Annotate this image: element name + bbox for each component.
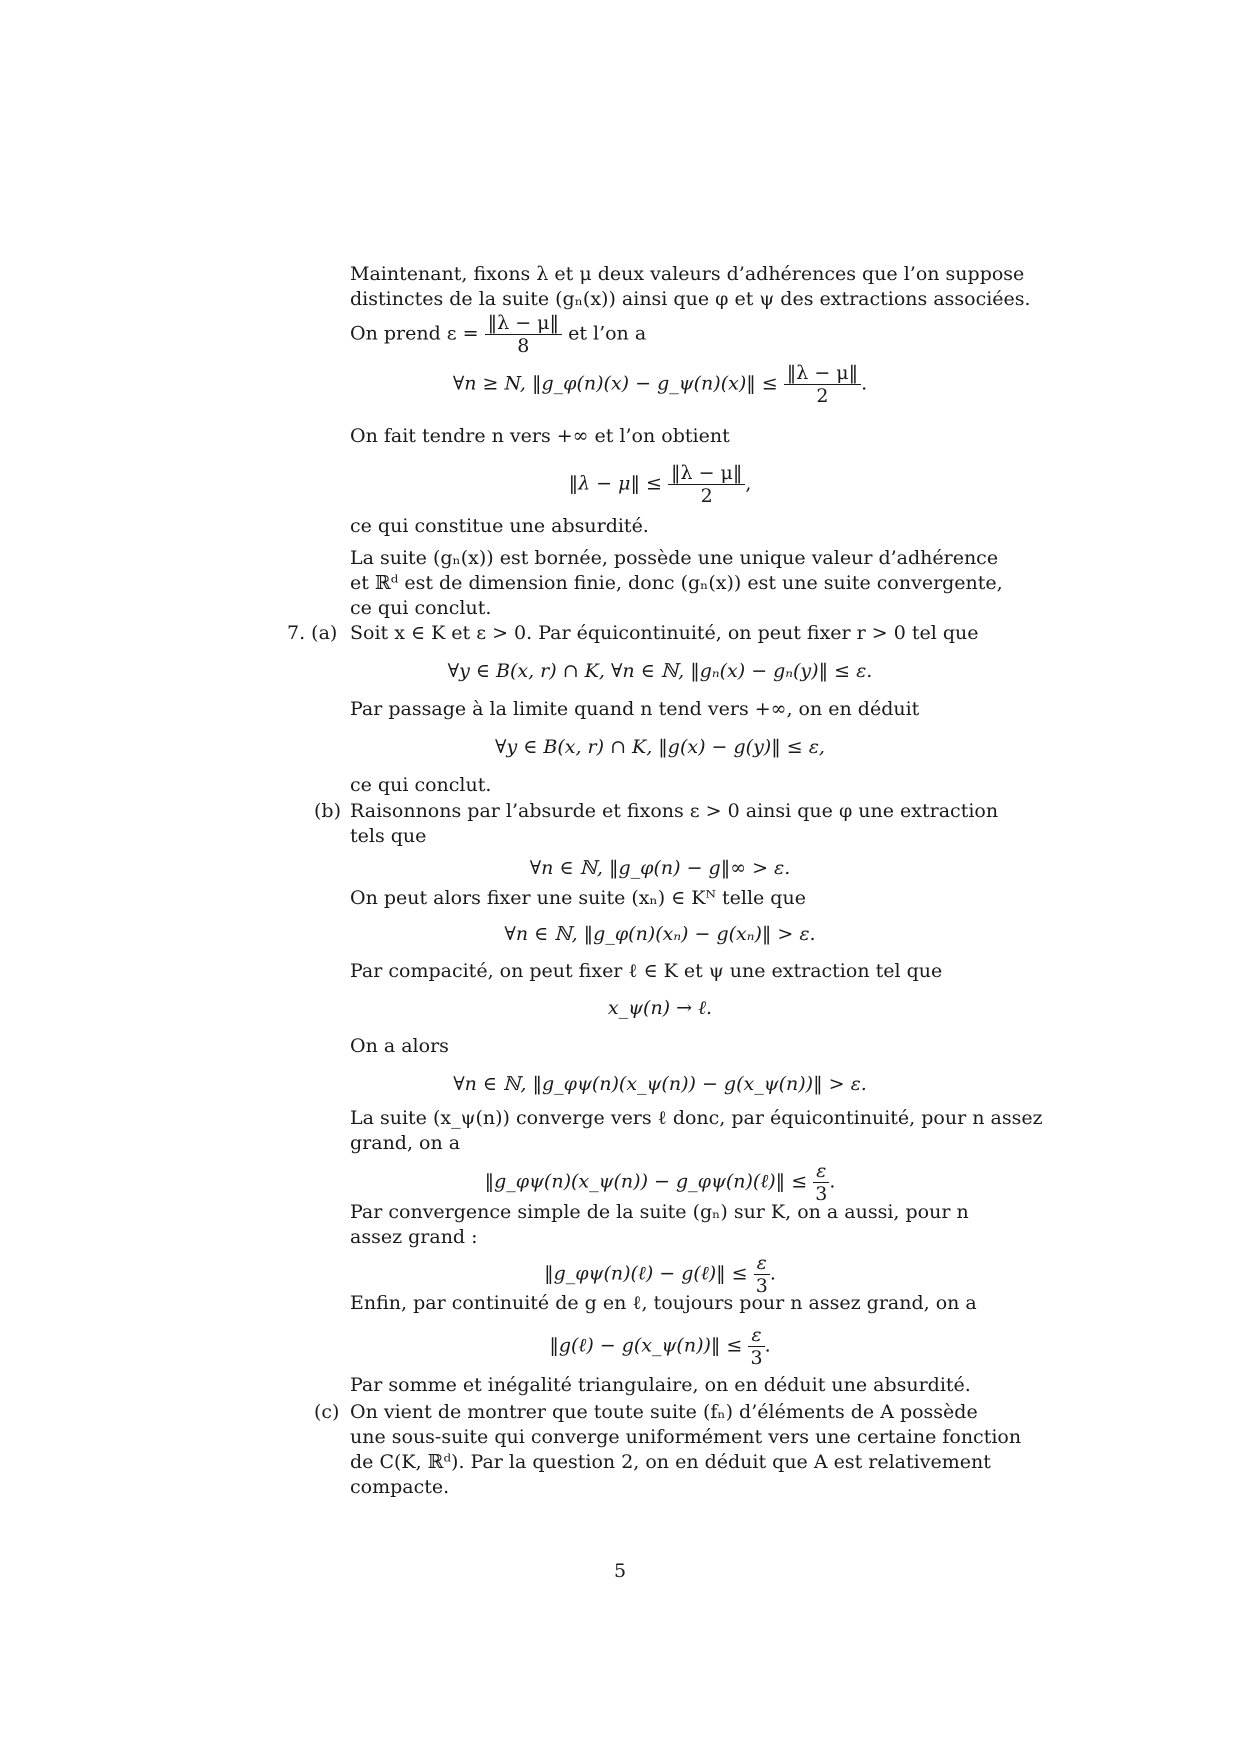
fraction-numerator: ‖λ − μ‖ <box>784 362 861 385</box>
question-label: 7. (a) <box>287 622 338 644</box>
paragraph-line: On fait tendre n vers +∞ et l’on obtient <box>350 425 730 447</box>
fraction-numerator: ‖λ − μ‖ <box>485 312 562 335</box>
fraction-denominator: 2 <box>816 385 829 407</box>
paragraph-line: Par passage à la limite quand n tend vers +∞, on en déduit <box>350 698 920 720</box>
paragraph-line: Soit x ∈ K et ε > 0. Par équicontinuité, on peut fixer r > 0 tel que <box>350 622 979 644</box>
display-equation-11 <box>350 1324 970 1369</box>
paragraph-line: tels que <box>350 825 427 847</box>
fraction-denominator: 2 <box>700 485 713 507</box>
paragraph-line: grand, on a <box>350 1132 461 1154</box>
punctuation: . <box>764 1334 771 1357</box>
equation-left: ‖g_φψ(n)(ℓ) − g(ℓ)‖ ≤ <box>544 1262 748 1285</box>
fraction <box>668 462 745 507</box>
question-label: (b) <box>314 800 341 822</box>
punctuation: , <box>745 472 752 495</box>
question-label: (c) <box>314 1401 340 1423</box>
paragraph-line: ce qui conclut. <box>350 597 492 619</box>
fraction <box>485 312 562 357</box>
fraction-denominator: 3 <box>815 1183 828 1205</box>
paragraph-line: Maintenant, fixons λ et μ deux valeurs d’adhérences que l’on suppose <box>350 263 1025 285</box>
paragraph-line: La suite (x_ψ(n)) converge vers ℓ donc, par équicontinuité, pour n assez <box>350 1107 1043 1129</box>
paragraph-line: distinctes de la suite (gₙ(x)) ainsi que φ et ψ des extractions associées. <box>350 288 1031 310</box>
equation-left: ‖g(ℓ) − g(x_ψ(n))‖ ≤ <box>549 1334 743 1357</box>
paragraph-line: de C(K, ℝᵈ). Par la question 2, on en déduit que A est relativement <box>350 1451 991 1473</box>
paragraph-line: La suite (gₙ(x)) est bornée, possède une unique valeur d’adhérence <box>350 547 999 569</box>
paragraph-line: Par convergence simple de la suite (gₙ) sur K, on a aussi, pour n <box>350 1201 969 1223</box>
punctuation: . <box>861 372 868 395</box>
display-equation-3: ∀y ∈ B(x, r) ∩ K, ∀n ∈ ℕ, ‖gₙ(x) − gₙ(y)‖ ≤ ε. <box>447 660 873 682</box>
display-equation-5: ∀n ∈ ℕ, ‖g_φ(n) − g‖∞ > ε. <box>529 857 791 879</box>
paragraph-line: Enfin, par continuité de g en ℓ, toujours pour n assez grand, on a <box>350 1292 977 1314</box>
paragraph-line: Raisonnons par l’absurde et fixons ε > 0 ainsi que φ une extraction <box>350 800 999 822</box>
paragraph-line: On vient de montrer que toute suite (fₙ) d’éléments de A possède <box>350 1401 978 1423</box>
paragraph-line: et ℝᵈ est de dimension finie, donc (gₙ(x)) est une suite convergente, <box>350 572 1003 594</box>
fraction-denominator: 8 <box>517 335 530 357</box>
paragraph-line: On a alors <box>350 1035 449 1057</box>
fraction <box>748 1324 764 1369</box>
punctuation: . <box>769 1262 776 1285</box>
equation-left: ∀n ≥ N, ‖g_φ(n)(x) − g_ψ(n)(x)‖ ≤ <box>452 372 778 395</box>
fraction-numerator: ε <box>748 1324 764 1347</box>
display-equation-1 <box>350 362 970 407</box>
fraction-denominator: 3 <box>750 1347 763 1369</box>
paragraph-line: ce qui constitue une absurdité. <box>350 515 649 537</box>
text-fragment: et l’on a <box>568 322 647 345</box>
display-equation-6: ∀n ∈ ℕ, ‖g_φ(n)(xₙ) − g(xₙ)‖ > ε. <box>504 923 816 945</box>
paragraph-line: compacte. <box>350 1476 450 1498</box>
fraction-denominator: 3 <box>755 1275 768 1297</box>
punctuation: . <box>829 1170 836 1193</box>
fraction-numerator: ‖λ − μ‖ <box>668 462 745 485</box>
paragraph-line: ce qui conclut. <box>350 774 492 796</box>
display-equation-9 <box>350 1160 970 1205</box>
paragraph-line: Par compacité, on peut fixer ℓ ∈ K et ψ une extraction tel que <box>350 960 943 982</box>
paragraph-line: On peut alors fixer une suite (xₙ) ∈ Kᴺ telle que <box>350 887 806 909</box>
display-equation-2 <box>350 462 970 507</box>
display-equation-7: x_ψ(n) → ℓ. <box>607 997 713 1019</box>
fraction <box>813 1160 829 1205</box>
equation-left: ‖λ − μ‖ ≤ <box>568 472 662 495</box>
paragraph-line: assez grand : <box>350 1226 478 1248</box>
paragraph-line: une sous-suite qui converge uniformément vers une certaine fonction <box>350 1426 1022 1448</box>
epsilon-definition-line <box>350 312 646 357</box>
display-equation-8: ∀n ∈ ℕ, ‖g_φψ(n)(x_ψ(n)) − g(x_ψ(n))‖ > ε. <box>453 1073 867 1095</box>
fraction <box>784 362 861 407</box>
fraction-numerator: ε <box>813 1160 829 1183</box>
display-equation-4: ∀y ∈ B(x, r) ∩ K, ‖g(x) − g(y)‖ ≤ ε, <box>495 736 825 758</box>
fraction-numerator: ε <box>754 1252 770 1275</box>
paragraph-line: Par somme et inégalité triangulaire, on en déduit une absurdité. <box>350 1374 971 1396</box>
page-number: 5 <box>613 1560 627 1582</box>
equation-left: ‖g_φψ(n)(x_ψ(n)) − g_φψ(n)(ℓ)‖ ≤ <box>484 1170 808 1193</box>
text-fragment: On prend ε = <box>350 322 479 345</box>
